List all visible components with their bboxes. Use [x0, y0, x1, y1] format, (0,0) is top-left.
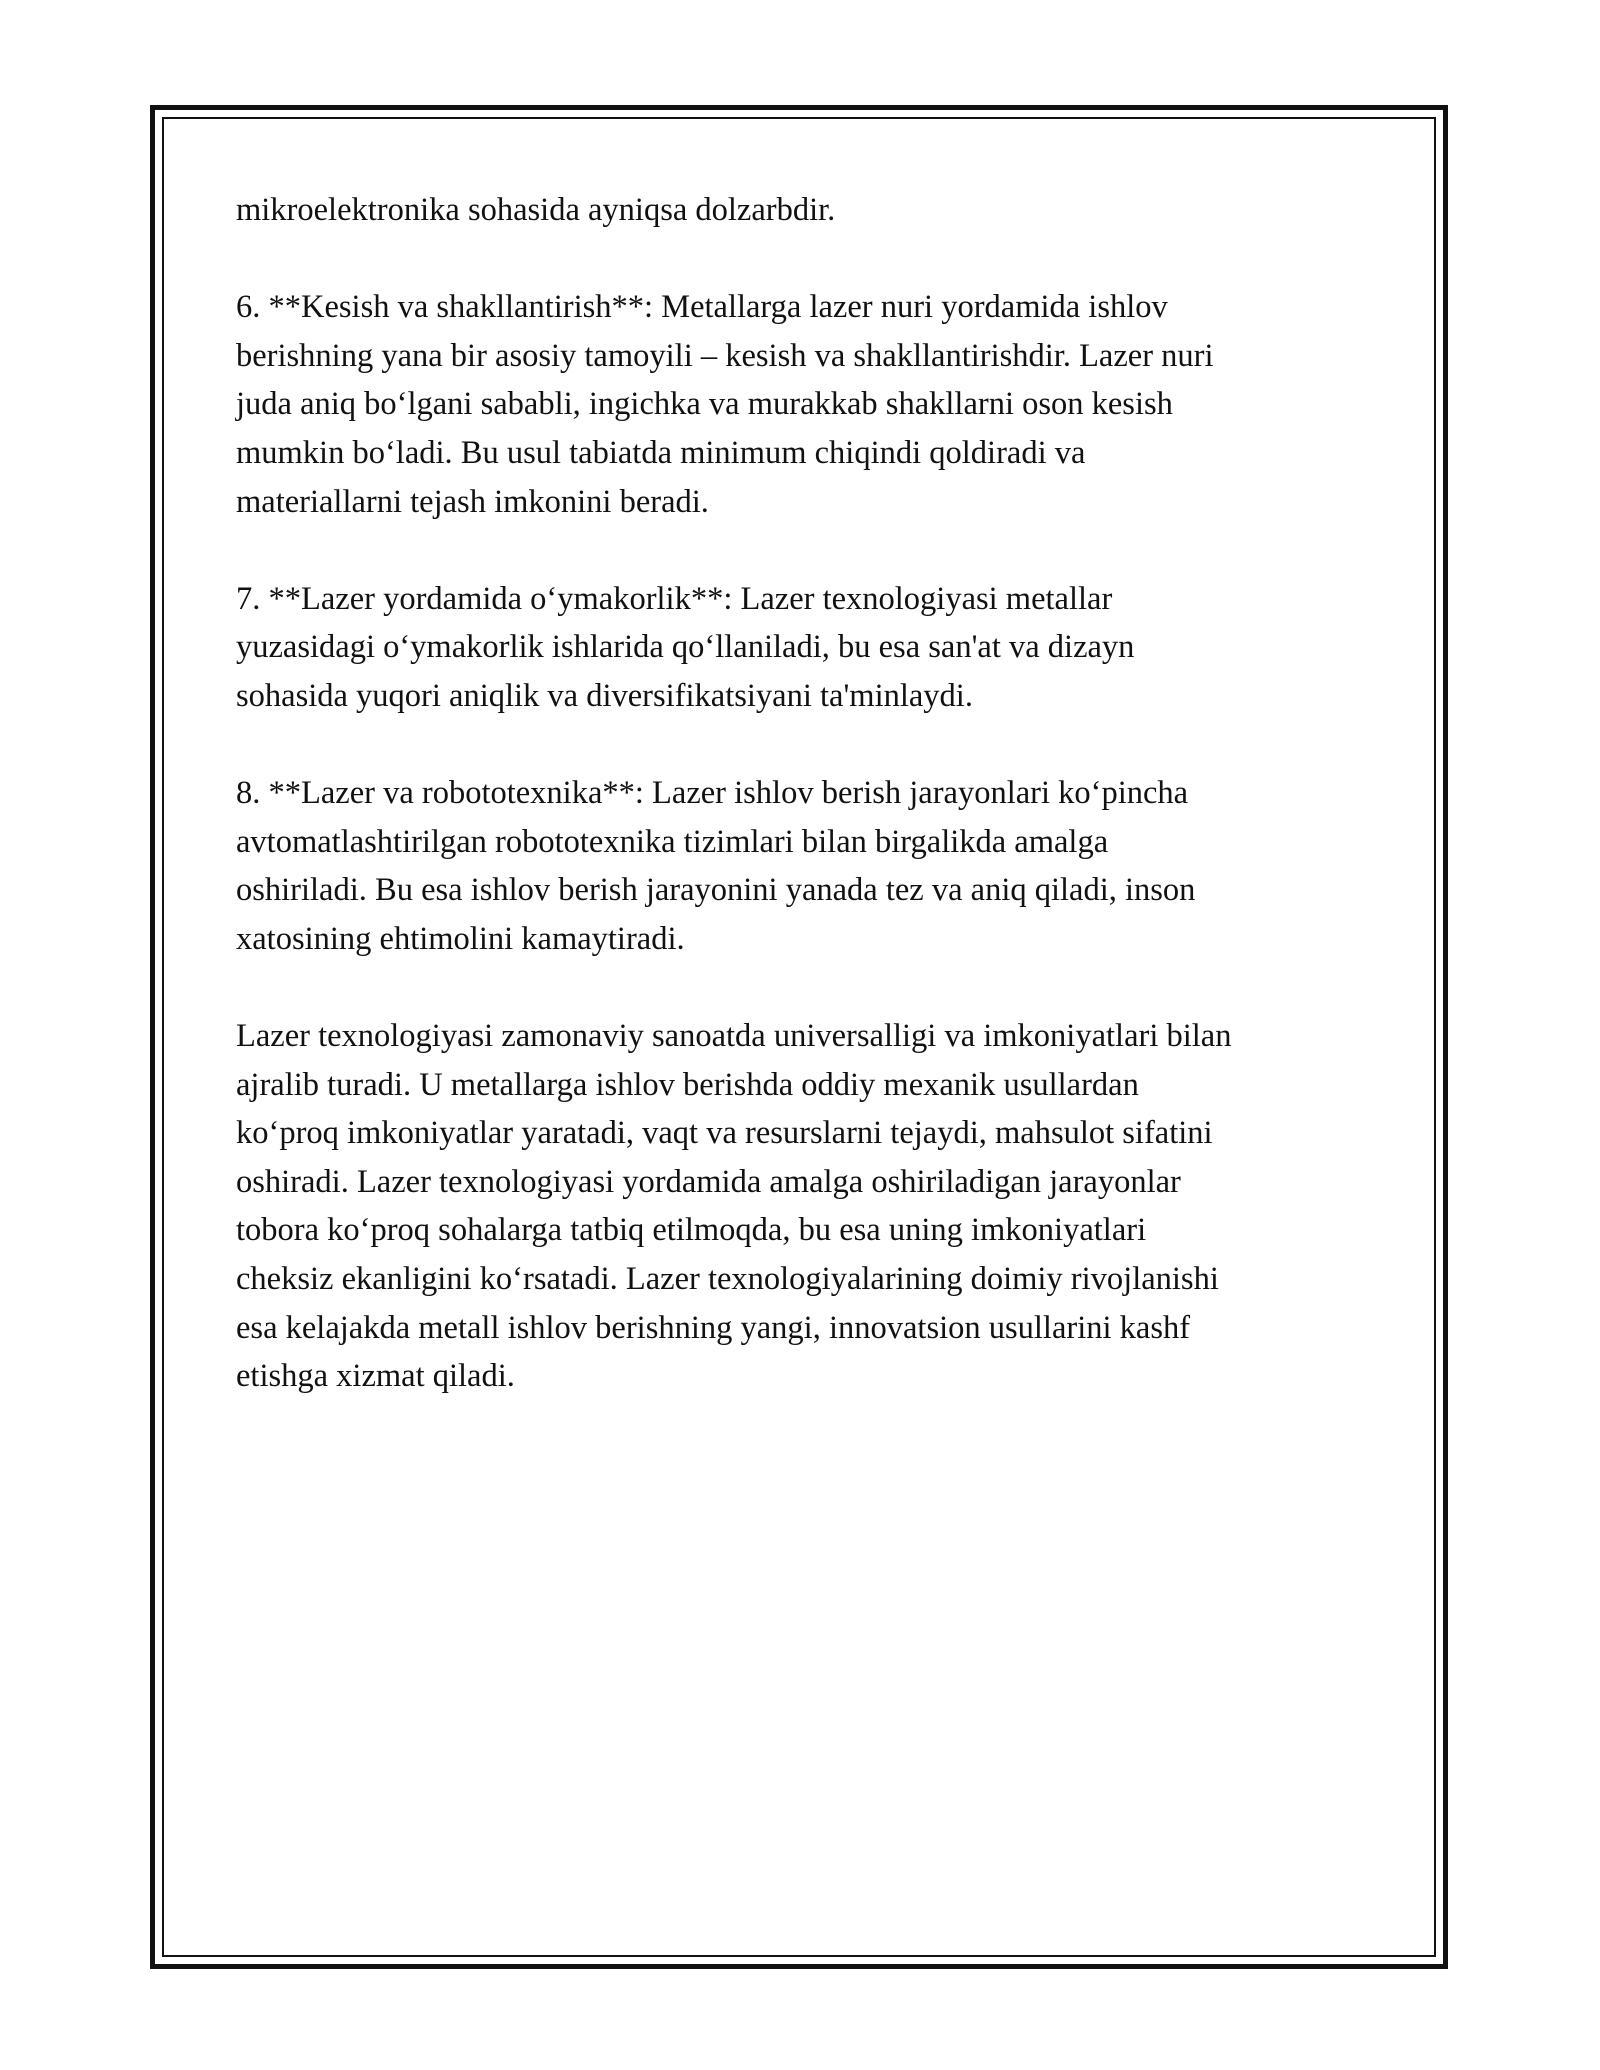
- text-line: 8. **Lazer va robototexnika**: Lazer ishlov berish jarayonlari ko‘pincha: [236, 775, 1189, 812]
- text-line: 7. **Lazer yordamida o‘ymakorlik**: Lazer texnologiyasi metallar: [236, 580, 1113, 617]
- text-line: esa kelajakda metall ishlov berishning yangi, innovatsion usullarini kashf: [236, 1309, 1191, 1346]
- text-line: yuzasidagi o‘ymakorlik ishlarida qo‘llaniladi, bu esa san'at va dizayn: [236, 629, 1135, 666]
- paragraph-item-6: [236, 283, 1376, 526]
- text-line: mikroelektronika sohasida ayniqsa dolzarbdir.: [236, 192, 836, 228]
- text-line: sohasida yuqori aniqlik va diversifikatsiyani ta'minlaydi.: [236, 677, 973, 714]
- text-line: mumkin bo‘ladi. Bu usul tabiatda minimum chiqindi qoldiradi va: [236, 434, 1086, 471]
- paragraph-continuation: [236, 186, 1376, 235]
- text-line: oshiriladi. Bu esa ishlov berish jarayonini yanada tez va aniq qiladi, inson: [236, 872, 1196, 909]
- text-line: Lazer texnologiyasi zamonaviy sanoatda universalligi va imkoniyatlari bilan: [236, 1018, 1232, 1055]
- document-body: [236, 186, 1376, 1401]
- paragraph-item-8: [236, 769, 1376, 963]
- text-line: tobora ko‘proq sohalarga tatbiq etilmoqda, bu esa uning imkoniyatlari: [236, 1212, 1147, 1249]
- text-line: materiallarni tejash imkonini beradi.: [236, 483, 709, 520]
- text-line: avtomatlashtirilgan robototexnika tizimlari bilan birgalikda amalga: [236, 823, 1109, 860]
- text-line: ajralib turadi. U metallarga ishlov berishda oddiy mexanik usullardan: [236, 1066, 1139, 1103]
- text-line: juda aniq bo‘lgani sababli, ingichka va murakkab shakllarni oson kesish: [236, 386, 1173, 423]
- paragraph-conclusion: [236, 1012, 1376, 1401]
- text-line: ko‘proq imkoniyatlar yaratadi, vaqt va resurslarni tejaydi, mahsulot sifatini: [236, 1115, 1213, 1152]
- text-line: berishning yana bir asosiy tamoyili – kesish va shakllantirishdir. Lazer nuri: [236, 337, 1214, 374]
- text-line: oshiradi. Lazer texnologiyasi yordamida amalga oshiriladigan jarayonlar: [236, 1163, 1181, 1200]
- paragraph-item-7: [236, 575, 1376, 721]
- text-line: xatosining ehtimolini kamaytiradi.: [236, 920, 685, 957]
- text-line: 6. **Kesish va shakllantirish**: Metallarga lazer nuri yordamida ishlov: [236, 289, 1168, 326]
- text-line: cheksiz ekanligini ko‘rsatadi. Lazer texnologiyalarining doimiy rivojlanishi: [236, 1261, 1219, 1298]
- text-line: etishga xizmat qiladi.: [236, 1358, 515, 1395]
